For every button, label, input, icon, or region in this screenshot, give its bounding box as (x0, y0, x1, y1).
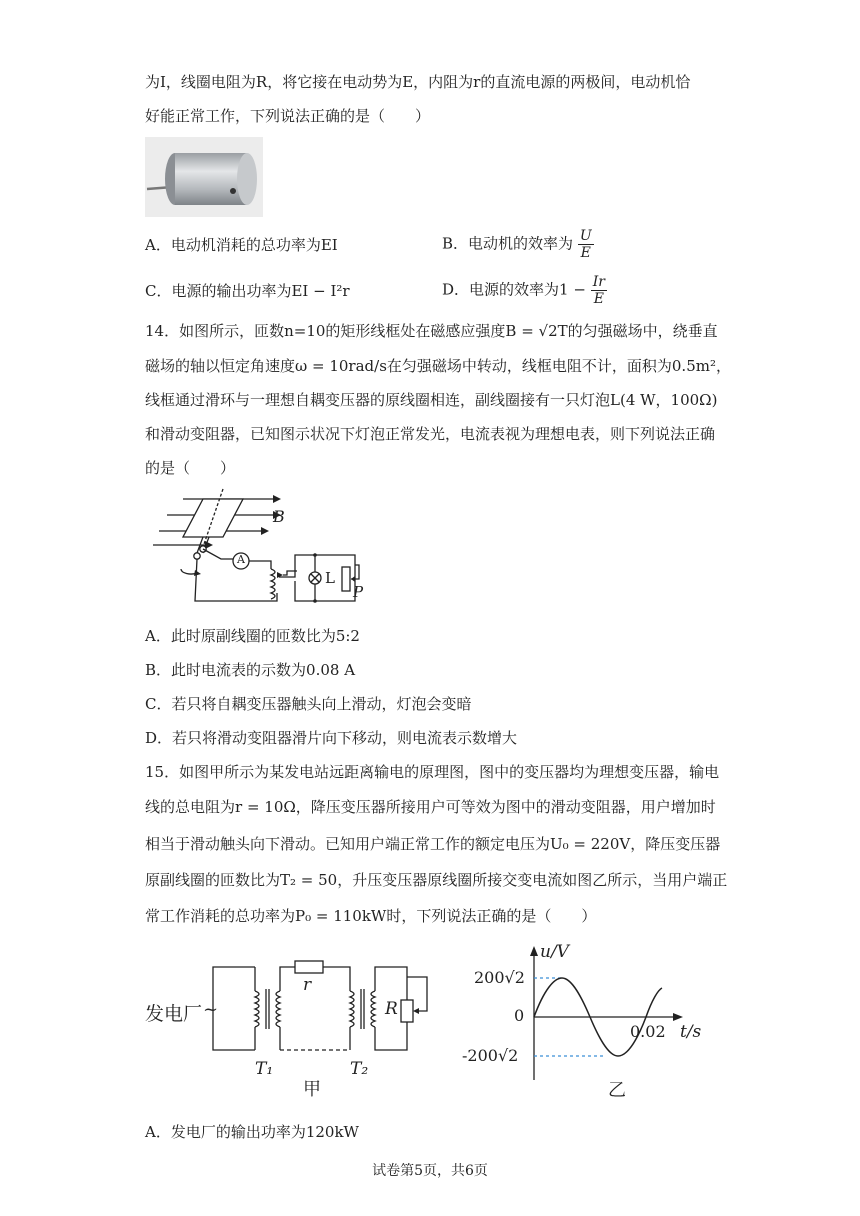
y-axis-label: u/V (540, 942, 569, 962)
q15-figure-jia (145, 955, 445, 1100)
q14-option-a: A．此时原副线圈的匝数比为5:2 (145, 627, 360, 645)
q13-option-c: C．电源的输出功率为EI − I²r (145, 282, 350, 300)
ac-source-symbol: ~ (203, 999, 219, 1020)
q13-option-d-prefix: D．电源的效率为1 − (442, 280, 586, 299)
q14-stem-line5: 的是（ ） (145, 459, 236, 477)
q15-stem-line5: 常工作消耗的总功率为P₀ = 110kW时，下列说法正确的是（ ） (145, 907, 597, 925)
load-resistance-label: R (385, 999, 398, 1019)
q15-figure-yi (462, 942, 712, 1102)
transformer-t1-label: T₁ (255, 1059, 274, 1079)
q14-stem-line1: 14．如图所示，匝数n=10的矩形线框处在磁感应强度B = √2T的匀强磁场中，绕垂直 (145, 322, 718, 340)
x-axis-label: t/s (680, 1022, 702, 1042)
figure-jia-caption: 甲 (303, 1079, 321, 1100)
q13-option-d-numerator: Ir (592, 274, 605, 290)
q13-option-b-fraction (578, 228, 594, 261)
q15-option-a: A．发电厂的输出功率为120kW (145, 1123, 359, 1141)
q14-circuit-diagram (145, 485, 375, 610)
transformer-t2-label: T₂ (350, 1059, 369, 1079)
motor-photo (145, 137, 263, 217)
q14-stem-line4: 和滑动变阻器，已知图示状况下灯泡正常发光，电流表视为理想电表，则下列说法正确 (145, 425, 716, 443)
q13-option-d-fraction (591, 274, 607, 307)
q13-option-b (442, 228, 594, 261)
rheostat-label: P (353, 583, 364, 601)
q13-option-b-denominator: E (580, 245, 591, 261)
q14-stem-line3: 线框通过滑环与一理想自耦变压器的原线圈相连，副线圈接有一只灯泡L(4 W，100Ω) (145, 391, 718, 409)
q14-option-c: C．若只将自耦变压器触头向上滑动，灯泡会变暗 (145, 695, 472, 713)
y-tick-bottom: -200√2 (462, 1046, 519, 1065)
q15-stem-line2: 线的总电阻为r = 10Ω，降压变压器所接用户可等效为图中的滑动变阻器，用户增加时 (145, 798, 716, 816)
origin-label: 0 (514, 1006, 525, 1025)
page-footer: 试卷第5页，共6页 (372, 1163, 488, 1179)
line-resistance-label: r (303, 975, 312, 995)
q13-stem-line2: 好能正常工作，下列说法正确的是（ ） (145, 107, 431, 125)
q13-option-d (442, 274, 607, 307)
x-tick-label: 0.02 (630, 1022, 666, 1041)
q13-option-b-prefix: B．电动机的效率为 (442, 234, 574, 253)
ammeter-label: A (237, 553, 245, 566)
y-tick-top: 200√2 (474, 968, 525, 987)
q15-stem-line1: 15．如图甲所示为某发电站远距离输电的原理图，图中的变压器均为理想变压器，输电 (145, 763, 720, 781)
q13-option-b-numerator: U (579, 228, 592, 244)
q15-stem-line3: 相当于滑动触头向下滑动。已知用户端正常工作的额定电压为U₀ = 220V，降压变压器 (145, 835, 721, 853)
q14-option-d: D．若只将滑动变阻器滑片向下移动，则电流表示数增大 (145, 729, 518, 747)
q13-option-d-denominator: E (593, 291, 604, 307)
lamp-label: L (325, 569, 335, 587)
q14-stem-line2: 磁场的轴以恒定角速度ω = 10rad/s在匀强磁场中转动，线框电阻不计，面积为0.5m²， (145, 357, 731, 375)
field-label-b: B (273, 507, 285, 526)
figure-yi-caption: 乙 (608, 1080, 626, 1101)
power-plant-label: 发电厂 (145, 1003, 203, 1025)
q13-stem-line1: 为I，线圈电阻为R，将它接在电动势为E，内阻为r的直流电源的两极间，电动机恰 (145, 73, 691, 91)
q14-option-b: B．此时电流表的示数为0.08 A (145, 661, 356, 679)
q13-option-a: A．电动机消耗的总功率为EI (145, 236, 338, 254)
q15-stem-line4: 原副线圈的匝数比为T₂ = 50，升压变压器原线圈所接交变电流如图乙所示，当用户端正 (145, 871, 728, 889)
